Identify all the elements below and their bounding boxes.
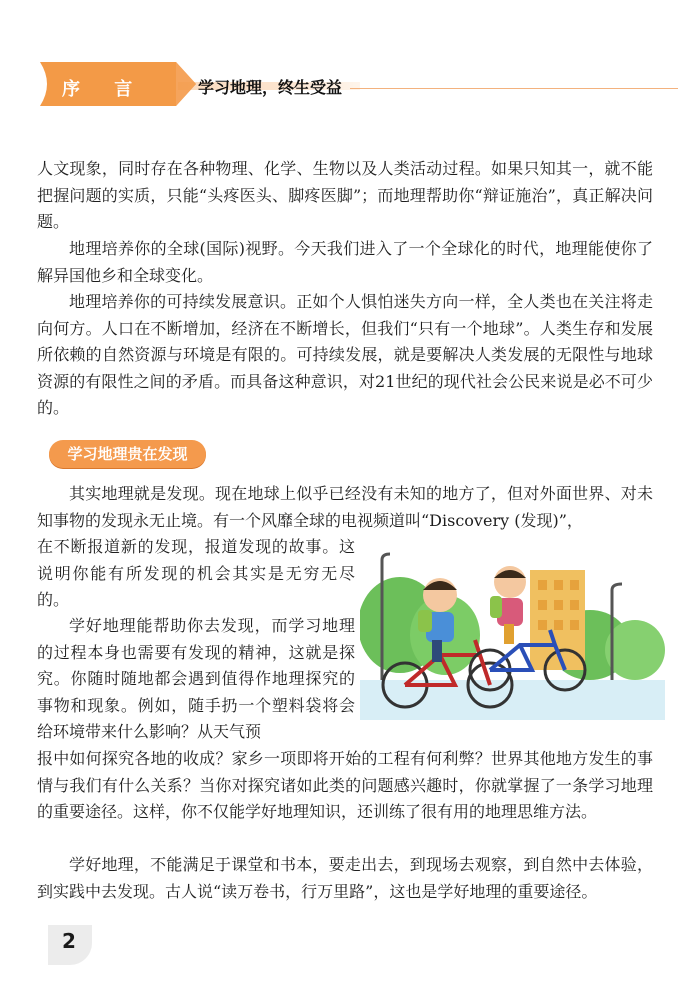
header-divider — [350, 88, 678, 89]
paragraph-3: 地理培养你的可持续发展意识。正如个人惧怕迷失方向一样，全人类也在关注将走向何方。人口在不断增加，经济在不断增长，但我们“只有一个地球”。人类生存和发展所依赖的自然资源与环境是有限的。可持续发展，就是要解决人类发展的无限性与地球资源的有限性之间的矛盾。而具备这种意识，对21世纪的现代社会公民来说是必不可少的。 — [37, 292, 653, 417]
paragraph-1: 人文现象，同时存在各种物理、化学、生物以及人类活动过程。如果只知其一，就不能把握问题的实质，只能“头疼医头、脚疼医脚”；而地理帮助你“辩证施治”，真正解决问题。 — [37, 159, 653, 231]
section-paragraph-1-full: 其实地理就是发现。现在地球上似乎已经没有未知的地方了，但对外面世界、对未知事物的发现永无止境。有一个风靡全球的电视频道叫“Discovery (发现)”， — [37, 484, 653, 530]
children-riding-bicycles-illustration — [360, 550, 665, 720]
section-paragraph-1-wrap: 在不断报道新的发现，报道发现的故事。这说明你能有所发现的机会其实是无穷无尽的。 — [37, 537, 355, 609]
header-title: 学习地理，终生受益 — [198, 78, 343, 97]
page-header — [0, 0, 678, 110]
header-label: 序 言 — [62, 79, 147, 100]
section-paragraph-3: 学好地理，不能满足于课堂和书本，要走出去，到现场去观察，到自然中去体验，到实践中去发现。古人说“读万卷书，行万里路”，这也是学好地理的重要途径。 — [37, 855, 653, 901]
section-heading: 学习地理贵在发现 — [49, 440, 206, 468]
page-number — [48, 925, 92, 965]
section-paragraph-2-full: 报中如何探究各地的收成？家乡一项即将开始的工程有何利弊？世界其他地方发生的事情与我们有什么关系？当你对探究诸如此类的问题感兴趣时，你就掌握了一条学习地理的重要途径。这样，你不仅能学好地理知识，还训练了很有用的地理思维方法。 — [37, 749, 653, 821]
section-paragraph-2-wrap: 学好地理能帮助你去发现，而学习地理的过程本身也需要有发现的精神，这就是探究。你随时随地都会遇到值得作地理探究的事物和现象。例如，随手扔一个塑料袋将会给环境带来什么影响？从天气预 — [37, 616, 355, 741]
page-number-text: 2 — [62, 929, 76, 953]
paragraph-2: 地理培养你的全球(国际)视野。今天我们进入了一个全球化的时代，地理能使你了解异国他乡和全球变化。 — [37, 239, 653, 285]
